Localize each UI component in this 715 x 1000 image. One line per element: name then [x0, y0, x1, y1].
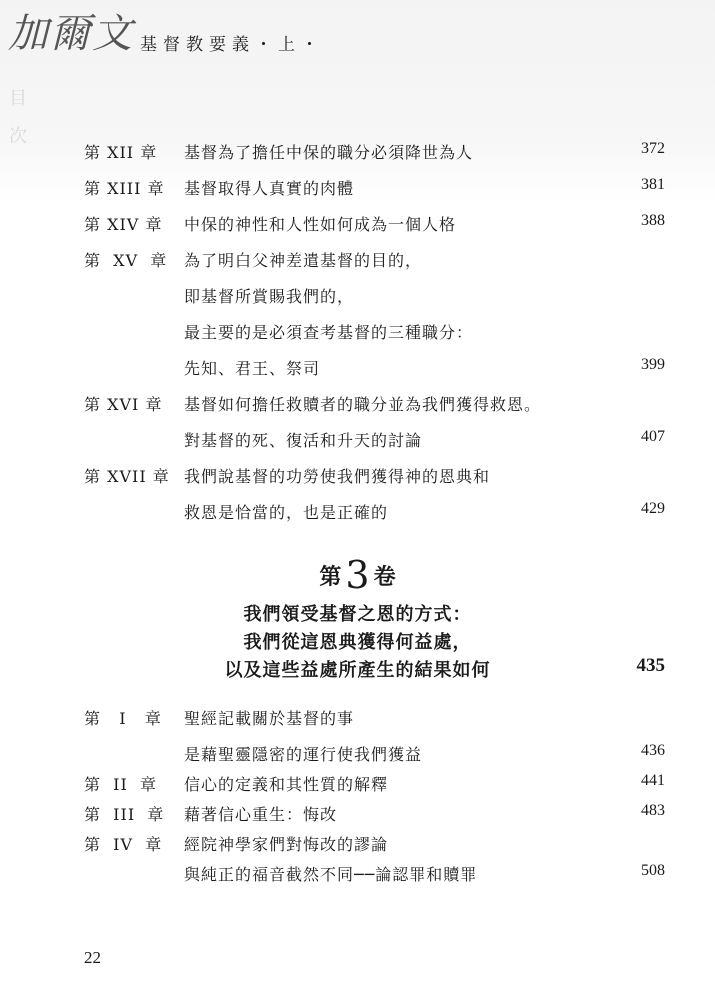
toc-entry[interactable] [0, 392, 715, 422]
volume-number: 3 [345, 553, 370, 597]
toc-entry-continuation [0, 428, 715, 458]
chapter-number: 第 I 章 [84, 709, 162, 728]
toc-entry[interactable] [0, 464, 715, 494]
toc-entry[interactable] [0, 140, 715, 170]
chapter-title-line: 救恩是恰當的，也是正確的 [184, 503, 389, 522]
chapter-title: 基督取得人真實的肉體 [184, 179, 355, 198]
chapter-page-number: 483 [641, 802, 665, 819]
chapter-page-number: 372 [641, 140, 665, 157]
toc-entry[interactable] [0, 248, 715, 278]
chapter-title-line: 與純正的福音截然不同──論認罪和贖罪 [184, 865, 478, 884]
chapter-title: 聖經記載關於基督的事 [184, 709, 355, 728]
volume-title-line: 我們從這恩典獲得何益處， [243, 632, 472, 653]
volume-page-number: 435 [636, 655, 665, 676]
chapter-number: 第 XIV 章 [84, 215, 163, 234]
toc-entry-continuation [0, 356, 715, 386]
chapter-title-line: 是藉聖靈隱密的運行使我們獲益 [184, 745, 423, 764]
chapter-page-number: 388 [641, 212, 665, 229]
chapter-number: 第 XVI 章 [84, 395, 163, 414]
toc-entry-continuation [0, 742, 715, 772]
chapter-title: 藉著信心重生：悔改 [184, 805, 338, 824]
volume-suffix: 卷 [373, 564, 396, 590]
toc-entry[interactable] [0, 802, 715, 832]
toc-entry[interactable] [0, 772, 715, 802]
chapter-page-number: 407 [641, 428, 665, 445]
chapter-title-line: 對基督的死、復活和升天的討論 [184, 431, 423, 450]
running-header-book-title: 基督教要義・上・ [140, 35, 324, 55]
toc-entry-continuation [0, 862, 715, 892]
chapter-title-line: 最主要的是必須查考基督的三種職分： [184, 323, 474, 342]
toc-entry[interactable] [0, 706, 715, 736]
chapter-number: 第 XIII 章 [84, 179, 165, 198]
toc-entry[interactable] [0, 832, 715, 862]
chapter-number: 第 XVII 章 [84, 467, 170, 486]
calvin-signature-logo: 加爾文 [8, 11, 134, 57]
chapter-title: 信心的定義和其性質的解釋 [184, 775, 389, 794]
toc-entry-continuation [0, 500, 715, 530]
chapter-page-number: 441 [641, 772, 665, 789]
chapter-title: 基督為了擔任中保的職分必須降世為人 [184, 143, 474, 162]
chapter-page-number: 381 [641, 176, 665, 193]
chapter-title: 我們說基督的功勞使我們獲得神的恩典和 [184, 467, 491, 486]
volume-title-line: 以及這些益處所產生的結果如何 [224, 660, 491, 681]
toc-entry-continuation [0, 320, 715, 350]
chapter-number: 第 XII 章 [84, 143, 158, 162]
chapter-title: 為了明白父神差遣基督的目的， [184, 251, 423, 270]
chapter-title-line: 先知、君王、祭司 [184, 359, 321, 378]
chapter-number: 第 II 章 [84, 775, 157, 794]
chapter-title: 中保的神性和人性如何成為一個人格 [184, 215, 457, 234]
volume-prefix: 第 [319, 564, 342, 590]
chapter-page-number: 399 [641, 356, 665, 373]
bleed-through-side-label: 目次 [9, 88, 27, 147]
chapter-page-number: 508 [641, 862, 665, 879]
chapter-title: 基督如何擔任救贖者的職分並為我們獲得救恩。 [184, 395, 542, 414]
volume-title-line: 我們領受基督之恩的方式： [243, 604, 472, 625]
chapter-number: 第 XV 章 [84, 251, 168, 270]
chapter-number: 第 III 章 [84, 805, 165, 824]
chapter-page-number: 436 [641, 742, 665, 759]
chapter-title: 經院神學家們對悔改的謬論 [184, 835, 389, 854]
toc-entry-continuation [0, 284, 715, 314]
footer-page-number: 22 [84, 948, 101, 967]
chapter-number: 第 IV 章 [84, 835, 163, 854]
toc-entry[interactable] [0, 176, 715, 206]
chapter-page-number: 429 [641, 500, 665, 517]
chapter-title-line: 即基督所賞賜我們的， [184, 287, 355, 306]
toc-entry[interactable] [0, 212, 715, 242]
volume-heading [0, 553, 715, 597]
